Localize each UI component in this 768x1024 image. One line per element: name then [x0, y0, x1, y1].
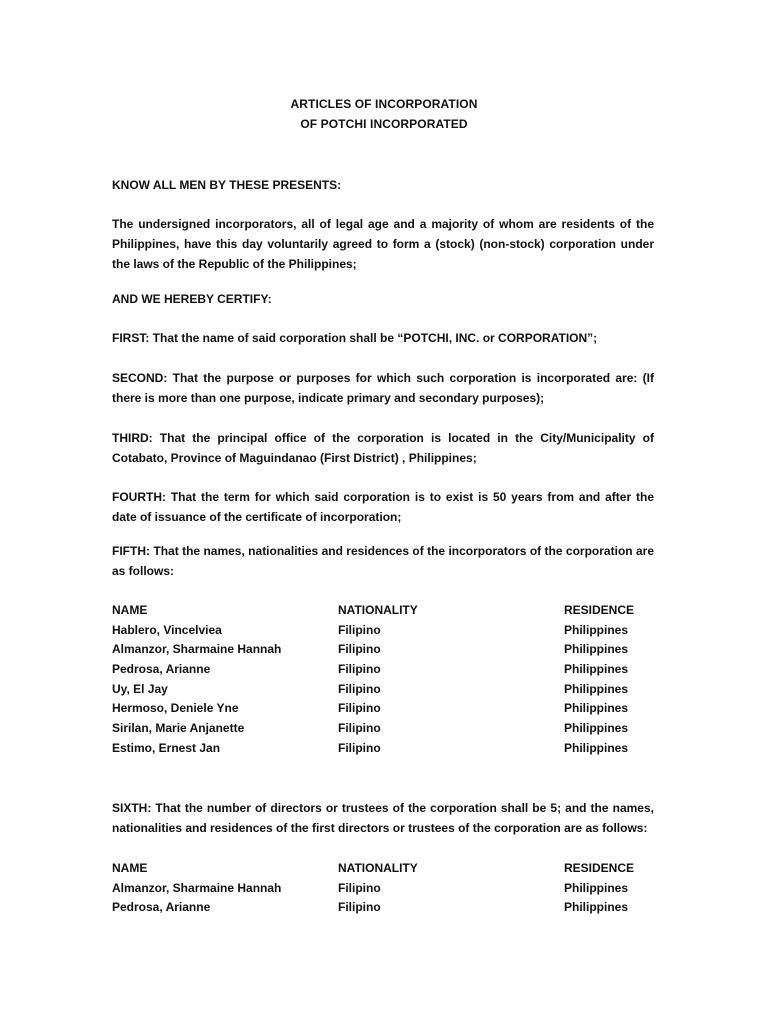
column-header-name: NAME	[112, 602, 148, 617]
intro-paragraph: The undersigned incorporators, all of legal age and a majority of whom are residents of the Philippines, have this day voluntarily agreed to form a (stock) (non-stock) corporation under the laws of the Republic of the Philippines;	[112, 217, 654, 271]
incorporator-name: Hermoso, Deniele Yne	[112, 701, 239, 716]
incorporators-header-row	[112, 600, 672, 620]
director-residence: Philippines	[564, 900, 629, 915]
incorporator-name: Hablero, Vincelviea	[112, 622, 222, 637]
article-fourth: FOURTH: That the term for which said corporation is to exist is 50 years from and after the date of issuance of the certificate of incorporation;	[112, 490, 654, 524]
incorporator-residence: Philippines	[564, 661, 629, 676]
table-row	[112, 639, 672, 659]
column-header-name: NAME	[112, 860, 148, 875]
director-residence: Philippines	[564, 880, 629, 895]
incorporator-nationality: Filipino	[338, 661, 381, 676]
table-row	[112, 679, 672, 699]
incorporator-name: Almanzor, Sharmaine Hannah	[112, 642, 282, 657]
director-nationality: Filipino	[338, 880, 381, 895]
incorporator-name: Uy, El Jay	[112, 681, 168, 696]
incorporators-table	[112, 600, 672, 758]
article-second: SECOND: That the purpose or purposes for which such corporation is incorporated are: (If there is more than one purpose, indicate primary and secondary purposes);	[112, 371, 654, 405]
column-header-residence: RESIDENCE	[564, 860, 635, 875]
incorporator-nationality: Filipino	[338, 740, 381, 755]
table-row	[112, 620, 672, 640]
table-row	[112, 738, 672, 758]
column-header-nationality: NATIONALITY	[338, 602, 418, 617]
article-fifth: FIFTH: That the names, nationalities and residences of the incorporators of the corporation are as follows:	[112, 544, 654, 578]
incorporator-nationality: Filipino	[338, 642, 381, 657]
table-row	[112, 659, 672, 679]
incorporator-residence: Philippines	[564, 720, 629, 735]
incorporator-residence: Philippines	[564, 642, 629, 657]
incorporator-name: Estimo, Ernest Jan	[112, 740, 221, 755]
incorporator-name: Sirilan, Marie Anjanette	[112, 720, 245, 735]
directors-table	[112, 858, 672, 917]
column-header-nationality: NATIONALITY	[338, 860, 418, 875]
table-row	[112, 718, 672, 738]
table-row	[112, 897, 672, 917]
director-name: Pedrosa, Arianne	[112, 900, 211, 915]
article-third: THIRD: That the principal office of the corporation is located in the City/Municipality of Cotabato, Province of Maguindanao (First District) , Philippines;	[112, 431, 654, 465]
salutation: KNOW ALL MEN BY THESE PRESENTS:	[112, 178, 342, 192]
incorporator-nationality: Filipino	[338, 622, 381, 637]
article-sixth: SIXTH: That the number of directors or trustees of the corporation shall be 5; and the names, nationalities and residences of the first directors or trustees of the corporation are as follows:	[112, 801, 654, 835]
incorporator-residence: Philippines	[564, 701, 629, 716]
certify-heading: AND WE HEREBY CERTIFY:	[112, 292, 272, 306]
document-title-line1: ARTICLES OF INCORPORATION	[290, 97, 478, 111]
director-nationality: Filipino	[338, 900, 381, 915]
incorporator-nationality: Filipino	[338, 701, 381, 716]
incorporator-residence: Philippines	[564, 681, 629, 696]
directors-header-row	[112, 858, 672, 878]
table-row	[112, 698, 672, 718]
document-title-line2: OF POTCHI INCORPORATED	[300, 117, 468, 131]
director-name: Almanzor, Sharmaine Hannah	[112, 880, 282, 895]
column-header-residence: RESIDENCE	[564, 602, 635, 617]
table-row	[112, 878, 672, 898]
incorporator-name: Pedrosa, Arianne	[112, 661, 211, 676]
incorporator-residence: Philippines	[564, 622, 629, 637]
article-first: FIRST: That the name of said corporation shall be “POTCHI, INC. or CORPORATION”;	[112, 331, 598, 345]
incorporator-residence: Philippines	[564, 740, 629, 755]
incorporator-nationality: Filipino	[338, 681, 381, 696]
incorporator-nationality: Filipino	[338, 720, 381, 735]
